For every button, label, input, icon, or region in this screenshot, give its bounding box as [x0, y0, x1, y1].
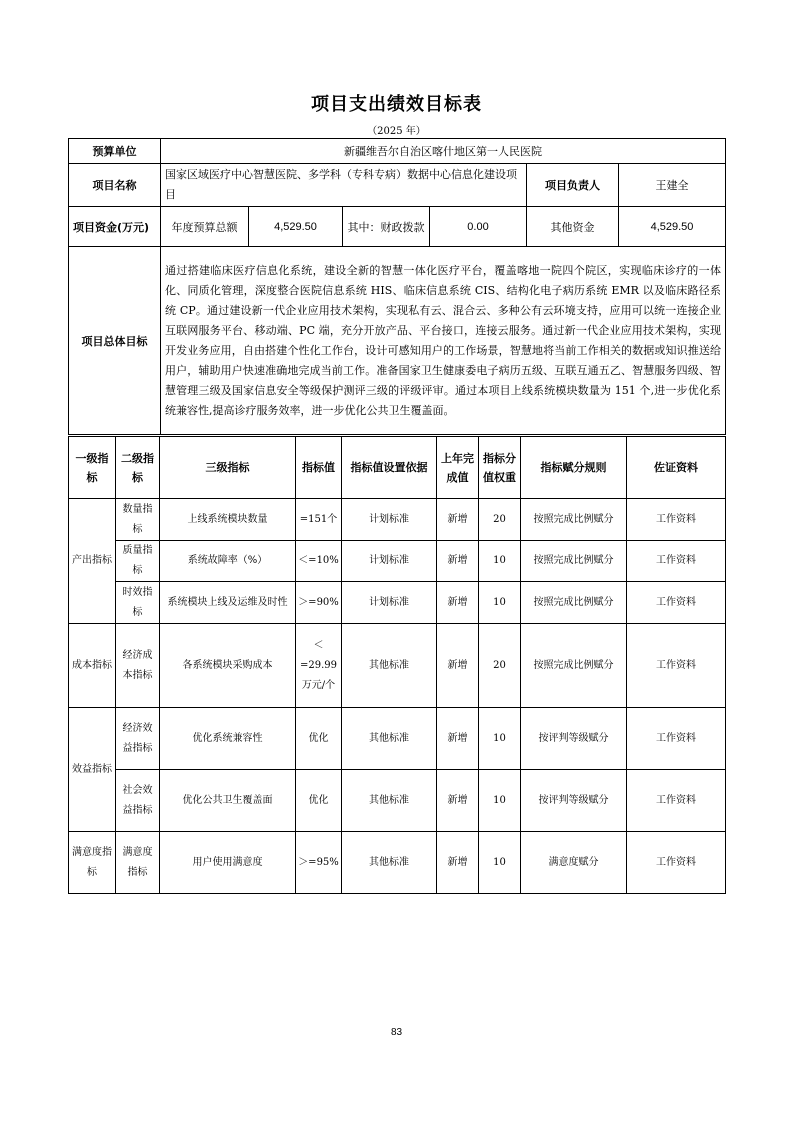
- last-year-cell: 新增: [437, 770, 479, 832]
- col-evidence: 佐证资料: [627, 437, 726, 499]
- basis-cell: 其他标准: [342, 624, 437, 708]
- last-year-cell: 新增: [437, 708, 479, 770]
- weight-cell: 10: [479, 832, 521, 894]
- indicator-row: [69, 582, 726, 624]
- level2-cell: 时效指标: [116, 582, 160, 624]
- value-cell: 优化: [296, 708, 342, 770]
- evidence-cell: 工作资料: [627, 708, 726, 770]
- value-cell: ＞=95%: [296, 832, 342, 894]
- budget-unit-label: 预算单位: [69, 139, 161, 164]
- level1-cell: 成本指标: [69, 624, 116, 708]
- level3-cell: 优化系统兼容性: [160, 708, 296, 770]
- fiscal-value: 0.00: [430, 207, 527, 247]
- indicator-row: [69, 832, 726, 894]
- level1-cell: 产出指标: [69, 499, 116, 624]
- col-value: 指标值: [296, 437, 342, 499]
- rule-cell: 满意度赋分: [521, 832, 627, 894]
- level2-cell: 满意度指标: [116, 832, 160, 894]
- col-weight: 指标分值权重: [479, 437, 521, 499]
- value-cell: ＜=29.99万元/个: [296, 624, 342, 708]
- weight-cell: 10: [479, 770, 521, 832]
- last-year-cell: 新增: [437, 832, 479, 894]
- col-basis: 指标值设置依据: [342, 437, 437, 499]
- basis-cell: 计划标准: [342, 582, 437, 624]
- level3-cell: 上线系统模块数量: [160, 499, 296, 541]
- col-last-year: 上年完成值: [437, 437, 479, 499]
- basis-cell: 其他标准: [342, 832, 437, 894]
- rule-cell: 按评判等级赋分: [521, 770, 627, 832]
- col-level1: 一级指标: [69, 437, 116, 499]
- year-label: （2025 年）: [367, 126, 426, 137]
- evidence-cell: 工作资料: [627, 770, 726, 832]
- basis-cell: 其他标准: [342, 708, 437, 770]
- value-cell: ＜=10%: [296, 541, 342, 582]
- rule-cell: 按照完成比例赋分: [521, 499, 627, 541]
- indicator-row: [69, 770, 726, 832]
- level2-cell: 经济成本指标: [116, 624, 160, 708]
- evidence-cell: 工作资料: [627, 499, 726, 541]
- basis-cell: 计划标准: [342, 499, 437, 541]
- fiscal-label: 其中：财政拨款: [343, 207, 430, 247]
- weight-cell: 20: [479, 624, 521, 708]
- project-name-label: 项目名称: [69, 164, 161, 207]
- performance-indicator-table: [68, 436, 726, 894]
- evidence-cell: 工作资料: [627, 541, 726, 582]
- indicator-row: [69, 708, 726, 770]
- col-level2: 二级指标: [116, 437, 160, 499]
- annual-budget-value: 4,529.50: [249, 207, 343, 247]
- project-name-value: 国家区域医疗中心智慧医院、多学科（专科专病）数据中心信息化建设项目: [161, 164, 527, 207]
- indicator-row: [69, 541, 726, 582]
- level1-cell: 效益指标: [69, 708, 116, 832]
- level2-cell: 质量指标: [116, 541, 160, 582]
- annual-budget-label: 年度预算总额: [161, 207, 249, 247]
- level2-cell: 数量指标: [116, 499, 160, 541]
- value-cell: ＞=90%: [296, 582, 342, 624]
- rule-cell: 按评判等级赋分: [521, 708, 627, 770]
- overall-goal-text: 通过搭建临床医疗信息化系统，建设全新的智慧一体化医疗平台，覆盖喀地一院四个院区，实现临床诊疗的一体化、同质化管理，深度整合医院信息系统 HIS、临床信息系统 CIS、结构化电子病历系统 EMR 以及临床路径系统 CP。通过建设新一代企业应用技术架构，实现私有云、混合云、多种公有云环境支持，应用可以统一连接企业互联网服务平台、移动端、PC 端，充分开放产品、平台接口，连接云服务。通过新一代企业应用技术架构，实现开发业务应用，自由搭建个性化工作台，设计可感知用户的工作场景，智慧地将当前工作相关的数据或知识推送给用户，辅助用户快速准确地完成当前工作。准备国家卫生健康委电子病历五级、互联互通五乙、智慧服务四级、智慧管理三级及国家信息安全等级保护测评三级的评级评审。通过本项目上线系统模块数量为 151 个,进一步优化系统兼容性,提高诊疗服务效率，进一步优化公共卫生覆盖面。: [161, 247, 726, 435]
- col-level3: 三级指标: [160, 437, 296, 499]
- value-cell: 优化: [296, 770, 342, 832]
- indicator-row: [69, 499, 726, 541]
- overall-goal-label: 项目总体目标: [69, 247, 161, 435]
- other-funds-value: 4,529.50: [619, 207, 726, 247]
- weight-cell: 10: [479, 582, 521, 624]
- level1-cell: 满意度指标: [69, 832, 116, 894]
- evidence-cell: 工作资料: [627, 624, 726, 708]
- basis-cell: 其他标准: [342, 770, 437, 832]
- level2-cell: 社会效益指标: [116, 770, 160, 832]
- project-leader-value: 王建全: [619, 164, 726, 207]
- indicator-row: [69, 624, 726, 708]
- weight-cell: 20: [479, 499, 521, 541]
- last-year-cell: 新增: [437, 624, 479, 708]
- last-year-cell: 新增: [437, 582, 479, 624]
- level3-cell: 系统模块上线及运维及时性: [160, 582, 296, 624]
- last-year-cell: 新增: [437, 541, 479, 582]
- level3-cell: 系统故障率（%）: [160, 541, 296, 582]
- budget-unit-value: 新疆维吾尔自治区喀什地区第一人民医院: [161, 139, 726, 164]
- funds-label: 项目资金(万元): [69, 207, 161, 247]
- level3-cell: 各系统模块采购成本: [160, 624, 296, 708]
- page-title: 项目支出绩效目标表: [311, 94, 482, 115]
- value-cell: =151个: [296, 499, 342, 541]
- last-year-cell: 新增: [437, 499, 479, 541]
- evidence-cell: 工作资料: [627, 832, 726, 894]
- rule-cell: 按照完成比例赋分: [521, 582, 627, 624]
- col-rule: 指标赋分规则: [521, 437, 627, 499]
- weight-cell: 10: [479, 708, 521, 770]
- rule-cell: 按照完成比例赋分: [521, 624, 627, 708]
- basis-cell: 计划标准: [342, 541, 437, 582]
- level2-cell: 经济效益指标: [116, 708, 160, 770]
- page-number: 83: [390, 1027, 403, 1038]
- rule-cell: 按照完成比例赋分: [521, 541, 627, 582]
- evidence-cell: 工作资料: [627, 582, 726, 624]
- project-info-table: [68, 138, 726, 435]
- level3-cell: 用户使用满意度: [160, 832, 296, 894]
- other-funds-label: 其他资金: [527, 207, 619, 247]
- level3-cell: 优化公共卫生覆盖面: [160, 770, 296, 832]
- project-leader-label: 项目负责人: [527, 164, 619, 207]
- weight-cell: 10: [479, 541, 521, 582]
